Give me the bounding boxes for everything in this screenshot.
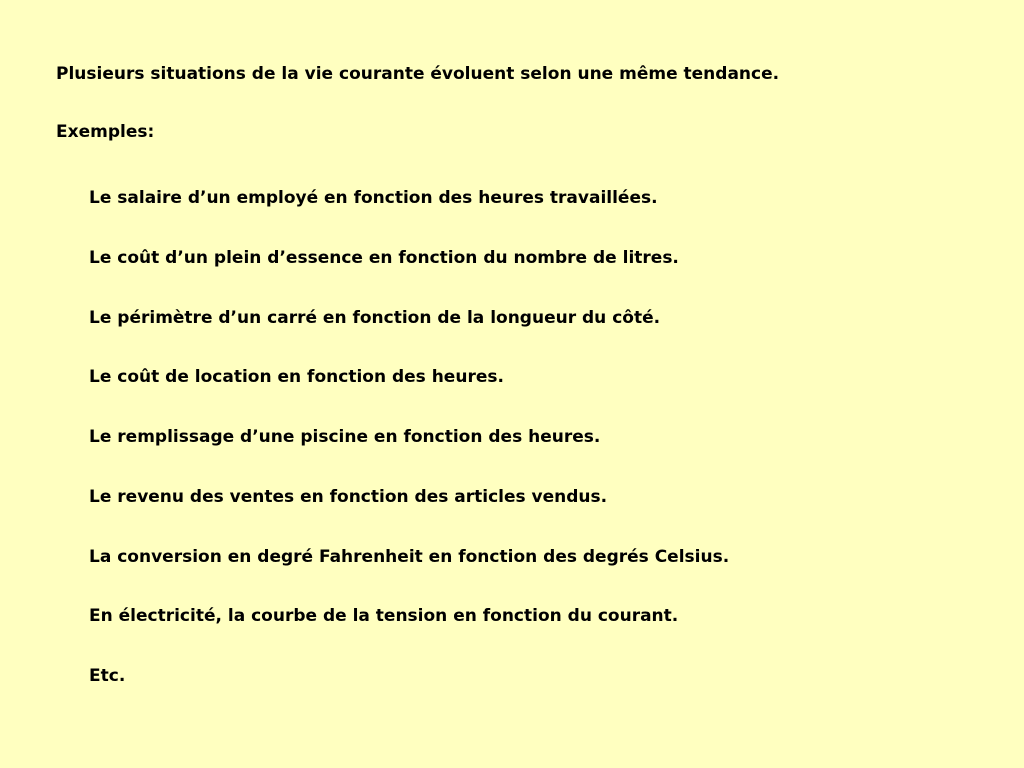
list-item: Le remplissage d’une piscine en fonction des heures. — [89, 427, 601, 447]
list-item: Le périmètre d’un carré en fonction de la longueur du côté. — [89, 307, 661, 328]
examples-heading: Exemples: — [56, 122, 155, 142]
list-item: Le coût de location en fonction des heures. — [89, 367, 504, 388]
list-item: Le coût d’un plein d’essence en fonction du nombre de litres. — [89, 247, 679, 268]
list-item: La conversion en degré Fahrenheit en fonction des degrés Celsius. — [89, 546, 730, 567]
list-item: En électricité, la courbe de la tension en fonction du courant. — [89, 606, 679, 627]
list-item: Le revenu des ventes en fonction des articles vendus. — [89, 486, 608, 507]
examples-list — [89, 186, 729, 724]
intro-text: Plusieurs situations de la vie courante évoluent selon une même tendance. — [56, 64, 780, 84]
list-item: Le salaire d’un employé en fonction des heures travaillées. — [89, 188, 658, 208]
list-item: Etc. — [89, 666, 126, 686]
